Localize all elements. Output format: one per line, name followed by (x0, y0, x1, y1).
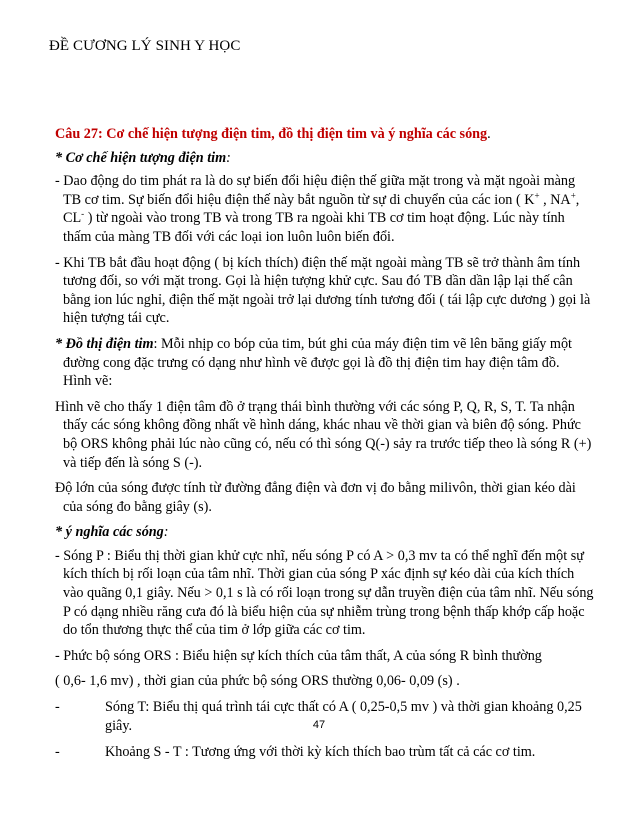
question-title-text: Câu 27: Cơ chế hiện tượng điện tim, đồ thị điện tim và ý nghĩa các sóng (55, 126, 488, 142)
list-dash: - (55, 744, 60, 761)
paragraph-ecg-graph (55, 335, 595, 372)
section-heading-wave-meaning-colon: : (163, 524, 169, 541)
text-run: , CL (63, 191, 580, 227)
section-heading-mechanism-text: * Cơ chế hiện tượng điện tim (55, 149, 227, 166)
section-heading-mechanism (55, 149, 595, 168)
paragraph-depolarization: - Khi TB bắt đầu hoạt động ( bị kích thích) điện thế mặt ngoài màng TB sẽ trở thành âm tính tương đối, so với mặt trong. Gọi là hiện tượng khử cực. Sau đó TB dần dần lập lại thế cân bằng ion lúc nghỉ, điện thế mặt ngoài trở lại dương tính tương đối ( tái lập cực dương ) gọi là hiện tượng tái cực. (55, 254, 591, 327)
text-run: ) từ ngoài vào trong TB và trong TB ra ngoài khi TB cơ tim hoạt động. Lúc này tính thấm của màng TB đối với các loại ion luôn luôn biến đổi. (63, 210, 565, 245)
text-run: - Dao động do tim phát ra là do sự biến đổi hiệu điện thế giữa mặt trong và mặt ngoài màng TB cơ tim. Sự biến đổi hiệu điện thế này bắt nguồn từ sự di chuyển của các ion ( K (55, 173, 576, 208)
document-body (55, 125, 595, 770)
paragraph-qrs-values: ( 0,6- 1,6 mv) , thời gian của phức bộ sóng ORS thường 0,06- 0,09 (s) . (55, 673, 460, 690)
superscript: + (534, 190, 540, 201)
list-item-text: Sóng T: Biểu thị quá trình tái cực thất có A ( 0,25-0,5 mv ) và thời gian khoảng 0,25 giây. (105, 699, 582, 734)
list-item-st-segment (55, 743, 595, 762)
page-number: 47 (312, 719, 326, 731)
figure-label: Hình vẽ: (63, 373, 113, 390)
paragraph-ion-movement (55, 172, 595, 246)
paragraph-qrs-complex: - Phức bộ sóng ORS : Biểu hiện sự kích thích của tâm thất, A của sóng R bình thường (55, 647, 542, 664)
superscript: + (570, 190, 576, 201)
question-title (55, 125, 595, 144)
section-heading-wave-meaning-text: * ý nghĩa các sóng (55, 524, 164, 541)
section-heading-ecg: * Đồ thị điện tim (55, 335, 154, 352)
text-run: , NA (539, 191, 571, 208)
paragraph-p-wave: - Sóng P : Biểu thị thời gian khử cực nhĩ, nếu sóng P có A > 0,3 mv ta có thể nghĩ đến một sự kích thích bị rối loạn của tâm nhĩ. Thời gian của sóng P xác định sự kéo dài của kích thích vào quãng 0,1 giây. Nếu > 0,1 s là có rối loạn trong sự dẫn truyền điện của tâm nhĩ. Nếu sóng P có dạng nhiều răng cưa đó là biểu hiện của sự nhiễm trùng trong bệnh thấp khớp cấp hoặc do tổn thương thực thể của tim ở lớp giữa các cơ tim. (55, 547, 594, 639)
ecg-graph-text: : Mỗi nhịp co bóp của tim, bút ghi của máy điện tim vẽ lên băng giấy một đường cong đặc trưng có dạng như hình vẽ được gọi là đồ thị điện tim hay điện tâm đồ. (63, 335, 573, 371)
document-header: ĐỀ CƯƠNG LÝ SINH Y HỌC (49, 38, 241, 54)
list-item-text: Khoảng S - T : Tương ứng với thời kỳ kích thích bao trùm tất cả các cơ tim. (105, 744, 536, 761)
section-heading-wave-meaning (55, 523, 595, 542)
superscript: - (81, 208, 85, 219)
paragraph-ecg-description: Hình vẽ cho thấy 1 điện tâm đồ ở trạng thái bình thường với các sóng P, Q, R, S, T. Ta nhận thấy các sóng không đồng nhất về hình dáng, khác nhau về thời gian và biên độ sóng. Phức bộ ORS không phải lúc nào cũng có, nếu có thì sóng Q(-) sảy ra trước tiếp theo là sóng R (+) và tiếp đến là sóng S (-). (55, 398, 592, 471)
list-dash: - (55, 699, 60, 716)
section-heading-mechanism-colon: : (226, 149, 231, 166)
paragraph-wave-amplitude: Độ lớn của sóng được tính từ đường đẳng điện và đơn vị đo bằng milivôn, thời gian kéo dài của sóng đo bằng giây (s). (55, 480, 576, 515)
question-title-period: . (487, 126, 491, 142)
